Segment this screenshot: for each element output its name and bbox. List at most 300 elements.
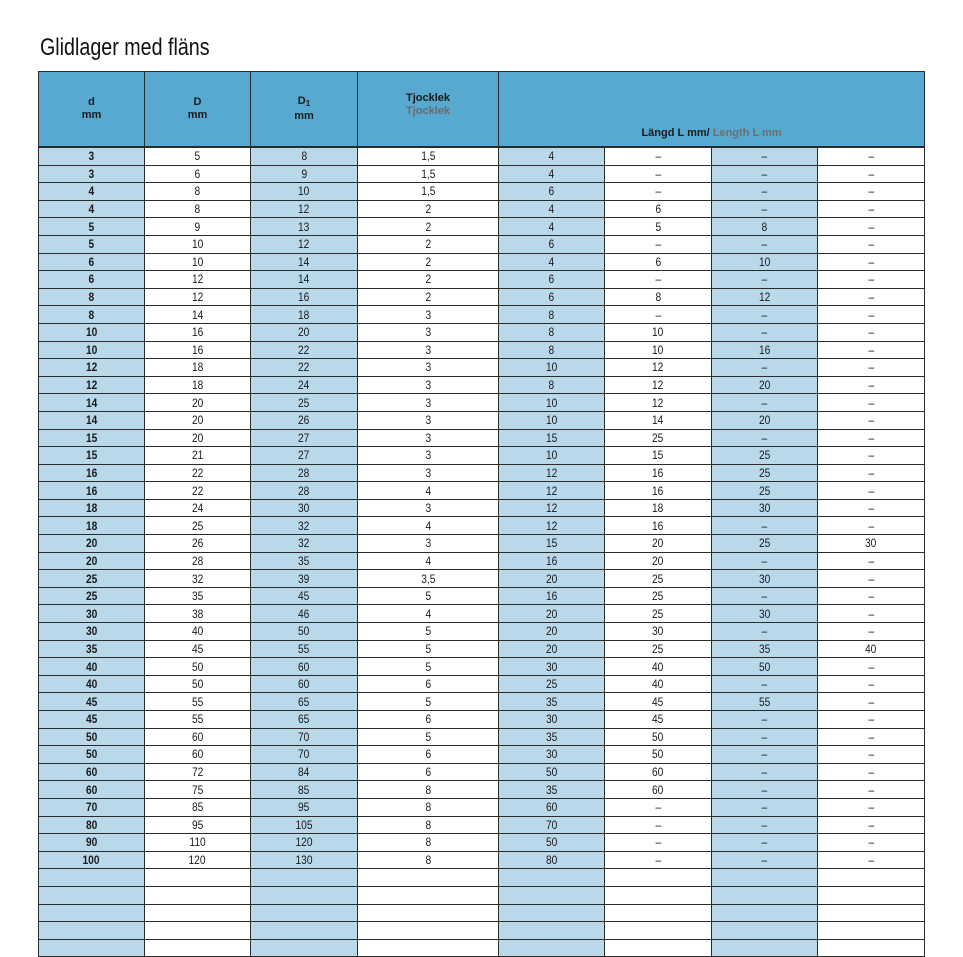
cell-value: 2 [425,254,431,269]
cell-value: – [761,360,768,375]
cell-d [39,253,145,271]
table-row [39,218,925,236]
cell-value: 25 [191,518,204,533]
cell-length-4 [818,359,925,377]
cell-value: 5 [655,219,661,234]
cell-value: – [868,853,874,868]
cell-length-4 [818,570,925,588]
cell-length-4 [818,623,925,641]
cell-length-4 [818,464,925,482]
cell-value: – [761,765,768,780]
cell-D [145,482,251,500]
cell-d [39,869,145,887]
cell-D [145,869,251,887]
cell-length-4 [818,535,925,553]
cell-value: – [868,765,874,780]
cell-length-1 [499,341,605,359]
cell-length-3 [712,834,818,852]
cell-value: 16 [652,483,664,498]
cell-value: 75 [191,782,204,797]
cell-length-3 [712,904,818,922]
cell-value: 120 [295,835,313,850]
cell-value: 30 [652,624,664,639]
cell-length-4 [818,165,925,183]
cell-D [145,376,251,394]
cell-value: 38 [191,606,204,621]
cell-length-2 [605,886,712,904]
cell-d [39,165,145,183]
cell-value: – [761,149,768,164]
cell-d [39,904,145,922]
cell-D1 [251,394,358,412]
cell-D1 [251,834,358,852]
cell-thickness [358,499,499,517]
cell-thickness [358,235,499,253]
cell-thickness [358,411,499,429]
cell-length-2 [605,675,712,693]
cell-value: 50 [652,729,664,744]
cell-d [39,341,145,359]
cell-value: 15 [545,536,558,551]
cell-D1 [251,200,358,218]
cell-thickness [358,746,499,764]
cell-length-3 [712,728,818,746]
cell-length-2 [605,235,712,253]
cell-d [39,235,145,253]
table-row [39,728,925,746]
cell-D1 [251,165,358,183]
cell-value: 18 [85,501,98,516]
cell-thickness [358,288,499,306]
cell-length-3 [712,693,818,711]
cell-length-1 [499,499,605,517]
cell-value: 50 [652,747,664,762]
cell-thickness [358,535,499,553]
cell-length-4 [818,306,925,324]
cell-D [145,253,251,271]
cell-length-4 [818,235,925,253]
cell-length-3 [712,147,818,165]
cell-D1 [251,464,358,482]
cell-value: – [655,237,661,252]
cell-value: 10 [545,360,558,375]
cell-value: 20 [545,641,558,656]
cell-D [145,781,251,799]
cell-value: 8 [548,342,555,357]
cell-length-3 [712,464,818,482]
table-row [39,834,925,852]
cell-d [39,816,145,834]
table-body [39,147,925,957]
cell-d [39,939,145,957]
cell-value: – [868,782,874,797]
cell-value: – [868,413,874,428]
cell-length-1 [499,517,605,535]
cell-value: 6 [88,272,95,287]
cell-thickness [358,306,499,324]
cell-D1 [251,517,358,535]
cell-value: 20 [758,378,771,393]
cell-length-1 [499,200,605,218]
table-row [39,482,925,500]
cell-value: – [868,254,874,269]
header-flange-diameter [251,72,358,148]
cell-value: 14 [298,254,310,269]
cell-value: 3 [425,342,431,357]
cell-value: 95 [191,817,204,832]
cell-D [145,605,251,623]
cell-value: 6 [655,254,661,269]
cell-value: 55 [298,641,310,656]
cell-value: 30 [865,536,877,551]
cell-d [39,834,145,852]
cell-d [39,147,145,165]
cell-value: 12 [545,518,558,533]
cell-thickness [358,711,499,729]
cell-D1 [251,306,358,324]
table-row [39,746,925,764]
cell-value: 6 [548,272,555,287]
header-outer-diameter [145,72,251,148]
cell-length-2 [605,728,712,746]
header-thickness-sublabel: Tjocklek [405,105,451,117]
cell-D1 [251,499,358,517]
cell-D1 [251,482,358,500]
cell-length-4 [818,394,925,412]
cell-length-1 [499,939,605,957]
cell-D1 [251,781,358,799]
cell-value: 10 [545,395,558,410]
cell-value: 2 [425,290,431,305]
cell-value: 32 [298,536,310,551]
table-row [39,165,925,183]
cell-D [145,394,251,412]
cell-d [39,623,145,641]
table-row [39,200,925,218]
cell-value: – [868,817,874,832]
cell-length-4 [818,271,925,289]
cell-value: 10 [191,237,204,252]
cell-d [39,570,145,588]
cell-length-2 [605,323,712,341]
cell-value: 12 [652,378,664,393]
cell-D [145,183,251,201]
cell-length-4 [818,341,925,359]
cell-value: 3,5 [420,571,436,586]
cell-length-2 [605,922,712,940]
table-row [39,640,925,658]
cell-value: 25 [85,589,98,604]
cell-value: 40 [191,624,204,639]
cell-thickness [358,447,499,465]
cell-length-1 [499,411,605,429]
cell-value: 10 [652,342,664,357]
cell-length-2 [605,341,712,359]
cell-value: – [868,659,874,674]
cell-thickness [358,218,499,236]
cell-value: 12 [545,501,558,516]
cell-value: 10 [545,413,558,428]
cell-value: – [868,712,874,727]
cell-length-4 [818,869,925,887]
cell-d [39,517,145,535]
cell-value: 20 [758,413,771,428]
cell-value: 1,5 [420,166,436,181]
cell-value: 25 [652,571,664,586]
cell-value: 14 [652,413,664,428]
cell-value: – [655,184,661,199]
cell-value: 3 [425,325,431,340]
cell-length-2 [605,517,712,535]
cell-length-2 [605,798,712,816]
cell-value: 120 [188,853,207,868]
cell-value: 3 [425,413,431,428]
cell-length-1 [499,218,605,236]
cell-thickness [358,183,499,201]
cell-value: 5 [425,624,431,639]
cell-D1 [251,746,358,764]
cell-D [145,851,251,869]
cell-value: 8 [548,307,555,322]
cell-D [145,235,251,253]
cell-value: 4 [548,254,555,269]
table-row [39,183,925,201]
cell-length-1 [499,781,605,799]
cell-value: 5 [425,659,431,674]
table-row [39,499,925,517]
cell-length-3 [712,587,818,605]
cell-value: – [868,624,874,639]
cell-value: 8 [548,325,555,340]
cell-thickness [358,200,499,218]
cell-length-2 [605,605,712,623]
cell-D [145,763,251,781]
cell-value: 15 [652,448,664,463]
cell-value: 40 [865,641,877,656]
cell-value: 1,5 [420,149,436,164]
cell-length-4 [818,658,925,676]
cell-length-4 [818,253,925,271]
cell-value: 9 [194,219,201,234]
cell-D [145,640,251,658]
cell-value: 18 [191,378,204,393]
table-row [39,552,925,570]
cell-length-3 [712,763,818,781]
cell-length-3 [712,341,818,359]
cell-D [145,447,251,465]
cell-length-2 [605,411,712,429]
cell-thickness [358,341,499,359]
cell-length-4 [818,763,925,781]
cell-value: 45 [191,641,204,656]
cell-value: 40 [652,677,664,692]
cell-length-1 [499,165,605,183]
cell-value: – [655,166,661,181]
cell-thickness [358,886,499,904]
cell-length-4 [818,429,925,447]
cell-D [145,359,251,377]
cell-value: 35 [545,729,558,744]
cell-d [39,693,145,711]
cell-length-1 [499,288,605,306]
cell-length-1 [499,482,605,500]
cell-value: 16 [652,465,664,480]
cell-value: 85 [191,800,204,815]
cell-D1 [251,271,358,289]
cell-value: 10 [545,448,558,463]
cell-length-1 [499,429,605,447]
cell-length-3 [712,271,818,289]
cell-value: 12 [758,290,771,305]
cell-value: 10 [85,342,98,357]
cell-length-3 [712,746,818,764]
cell-value: 35 [191,589,204,604]
cell-d [39,447,145,465]
table-row [39,306,925,324]
cell-length-4 [818,376,925,394]
cell-length-2 [605,939,712,957]
cell-value: – [868,448,874,463]
cell-length-4 [818,499,925,517]
cell-value: – [655,800,661,815]
cell-length-1 [499,183,605,201]
cell-value: 40 [85,677,98,692]
cell-value: 50 [298,624,310,639]
cell-thickness [358,658,499,676]
cell-value: 22 [298,360,310,375]
cell-value: – [655,149,661,164]
cell-value: 2 [425,219,431,234]
table-row [39,763,925,781]
cell-value: – [761,589,768,604]
cell-value: – [868,835,874,850]
cell-length-4 [818,816,925,834]
table-row [39,376,925,394]
cell-length-3 [712,535,818,553]
cell-D1 [251,552,358,570]
header-d-label: d [88,96,95,108]
cell-length-1 [499,816,605,834]
header-length-en: Length L mm [709,127,782,139]
cell-length-3 [712,886,818,904]
table-row [39,235,925,253]
cell-D [145,341,251,359]
cell-thickness [358,798,499,816]
cell-thickness [358,271,499,289]
cell-length-2 [605,499,712,517]
cell-length-4 [818,587,925,605]
cell-value: 8 [425,800,431,815]
cell-value: 5 [425,589,431,604]
cell-D [145,886,251,904]
cell-value: 4 [548,202,555,217]
header-D1-subscript: 1 [305,99,311,108]
cell-value: 5 [425,694,431,709]
cell-length-1 [499,535,605,553]
cell-value: 10 [298,184,310,199]
header-D1-unit: mm [294,110,314,122]
cell-length-3 [712,623,818,641]
cell-value: – [761,518,768,533]
cell-value: 50 [85,747,98,762]
cell-value: – [655,307,661,322]
cell-length-2 [605,253,712,271]
cell-value: 16 [652,518,664,533]
cell-D1 [251,376,358,394]
cell-length-1 [499,623,605,641]
cell-length-2 [605,904,712,922]
cell-D1 [251,587,358,605]
cell-D [145,323,251,341]
cell-length-3 [712,781,818,799]
cell-length-1 [499,376,605,394]
cell-length-3 [712,499,818,517]
cell-thickness [358,675,499,693]
cell-length-1 [499,658,605,676]
cell-value: – [868,747,874,762]
cell-value: – [868,184,874,199]
cell-value: 50 [545,765,558,780]
header-D1-label: D [297,95,306,107]
cell-value: 6 [425,747,431,762]
cell-value: – [761,747,768,762]
cell-length-1 [499,464,605,482]
cell-length-3 [712,394,818,412]
cell-D [145,147,251,165]
cell-D1 [251,218,358,236]
cell-value: – [868,729,874,744]
cell-value: – [868,571,874,586]
cell-length-2 [605,851,712,869]
cell-value: 3 [425,448,431,463]
cell-value: – [655,835,661,850]
cell-length-4 [818,834,925,852]
cell-D1 [251,235,358,253]
cell-length-2 [605,781,712,799]
cell-D [145,939,251,957]
cell-value: 50 [191,659,204,674]
cell-value: 2 [425,237,431,252]
cell-value: 6 [88,254,95,269]
cell-length-2 [605,816,712,834]
cell-length-3 [712,552,818,570]
cell-value: 30 [545,712,558,727]
cell-value: 3 [425,501,431,516]
table-row [39,253,925,271]
cell-value: 35 [545,694,558,709]
table-row [39,904,925,922]
cell-D1 [251,323,358,341]
cell-value: 25 [545,677,558,692]
cell-D1 [251,886,358,904]
cell-value: 8 [425,835,431,850]
cell-value: 24 [298,378,310,393]
cell-length-2 [605,447,712,465]
cell-length-3 [712,605,818,623]
cell-value: – [761,202,768,217]
table-row [39,359,925,377]
cell-length-1 [499,394,605,412]
cell-D1 [251,570,358,588]
cell-value: 45 [85,712,98,727]
cell-length-2 [605,147,712,165]
cell-value: 60 [191,729,204,744]
cell-value: 6 [194,166,201,181]
cell-length-2 [605,429,712,447]
cell-thickness [358,552,499,570]
cell-value: 16 [85,483,98,498]
cell-length-4 [818,781,925,799]
